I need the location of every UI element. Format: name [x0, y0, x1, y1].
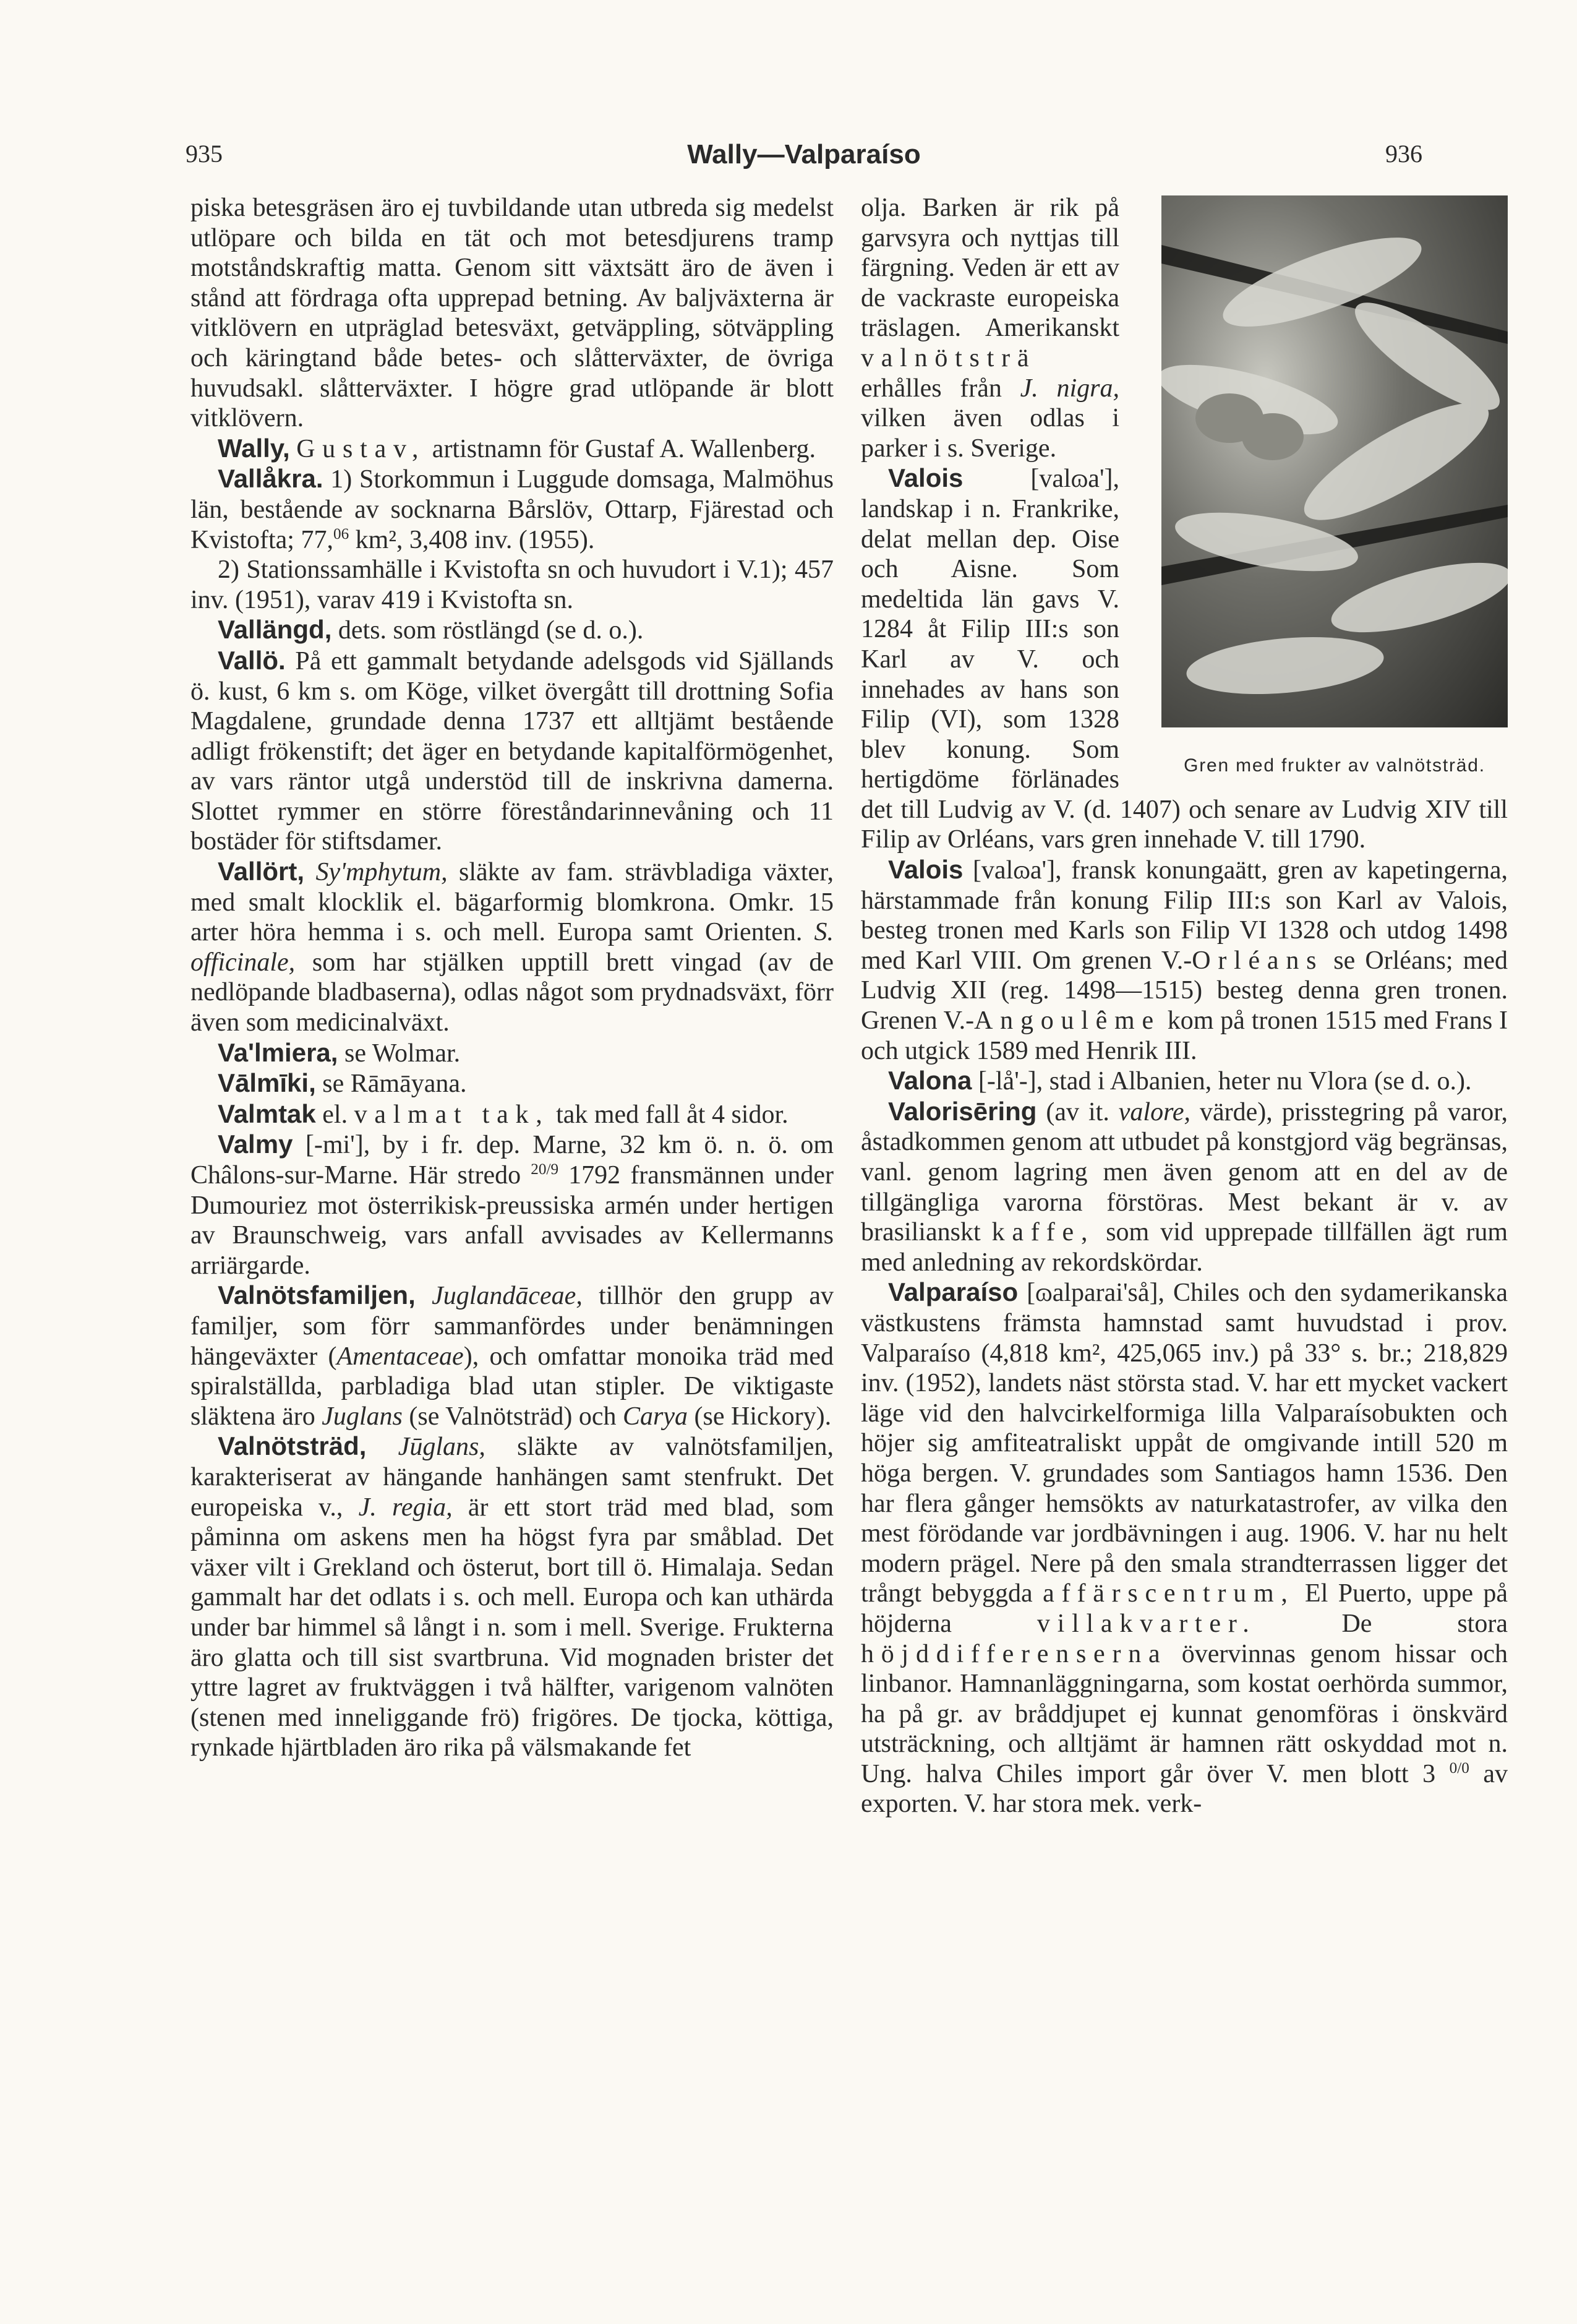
entry-valmtak: Valmtak el. valmat tak, tak med fall åt 4 sidor. [218, 1099, 788, 1129]
figure [1137, 195, 1508, 777]
headword: Valorisēring [888, 1096, 1037, 1126]
entry-vallo: Vallö. På ett gammalt betydande adelsgods vid Själlands ö. kust, 6 km s. om Köge, vilket övergått till drottning Sofia Magdalene, grundade denna 1737 ett alltjämt bestående adligt frökenstift; det äger en betydande kapitalförmögenhet, av vars räntor utgå understöd till de inskrivna damerna. Slottet rymmer en större föreståndarinnevåning och 11 bostäder för stiftsdamer. [190, 645, 834, 856]
entry-valorisering: Valorisēring (av it. valore, värde), prisstegring på varor, åstadkommen genom att utbudet på konstgjord väg begränsas, vanl. genom lagring men även genom att en del av de tillgängliga varorna förstöras. Mest bekant är v. av brasilianskt kaffe, som vid upprepade tillfällen ägt rum med anledning av rekordskördar. [861, 1096, 1508, 1277]
headword: Vallört, [218, 857, 305, 886]
entry-vallakra-2: 2) Stationssamhälle i Kvistofta sn och huvudort i V.1); 457 inv. (1951), varav 419 i Kvistofta sn. [190, 555, 834, 614]
entry-vallangd: Vallängd, dets. som röstlängd (se d. o.). [218, 615, 644, 645]
headword: Valnötsfamiljen, [218, 1280, 416, 1310]
entry-valnotsfamiljen: Valnötsfamiljen, Juglandāceae, tillhör den grupp av familjer, som förr sammanfördes under benämningen hängeväxter (Amentaceae), och omfattar monoika träd med spiralställda, parbladiga blad utan stipler. De viktigaste släktena äro Juglans (se Valnötsträd) och Carya (se Hickory). [190, 1280, 834, 1431]
entry-valois-att: Valois [valɷa'], fransk konungaätt, gren av kapetingerna, härstammade från konung Filip III:s son Karl av Valois, besteg tronen med Karls son Filip VI 1328 och utdog 1498 med Karl VIII. Om grenen V.-Orléans se Orléans; med Ludvig XII (reg. 1498—1515) besteg denna gren tronen. Grenen V.-Angoulême kom på tronen 1515 med Frans I och utgick 1589 med Henrik III. [861, 855, 1508, 1065]
headword: Valmy [218, 1130, 293, 1159]
entry-vallakra: Vallåkra. 1) Storkommun i Luggude domsaga, Malmöhus län, bestående av socknarna Bårslöv, Ottarp, Fjärestad och Kvistofta; 77,06 km², 3,408 inv. (1955). [190, 464, 834, 554]
entry-valona: Valona [-lå'-], stad i Albanien, heter nu Vlora (se d. o.). [888, 1066, 1472, 1096]
walnut-branch-photo [1161, 195, 1508, 727]
page-number-right: 936 [1385, 140, 1422, 168]
entry-valparaiso: Valparaíso [ɷalparai'så], Chiles och den sydamerikanska västkustens främsta hamnstad samt huvudstad i prov. Valparaíso (4,818 km², 425,065 inv.) på 33° s. br.; 218,829 inv. (1952), landets näst största stad. V. har ett mycket vackert läge vid den halvcirkelformiga lilla Valparaísobukten och höjer sig amfiteatraliskt uppåt de omgivande intill 520 m höga bergen. V. grundades som Santiagos hamn 1536. Den har flera gånger hemsökts av naturkatastrofer, av vilka den mest förödande var jordbävningen i aug. 1906. V. har nu helt modern prägel. Nere på den smala strandterrassen ligger det trångt bebyggda affärscentrum, El Puerto, uppe på höjderna villakvarter. De stora höjddifferenserna övervinnas genom hissar och linbanor. Hamnanläggningarna, som kostat oerhörda summor, ha på gr. av bråddjupet ej kunnat genomföras i önskvärd utsträckning, och alltjämt är hamnen rätt oskyddad mot n. Ung. halva Chiles import går över V. men blott 3 $^{0/0}$ av exporten. V. har stora mek. verk- [861, 1277, 1508, 1819]
headword: Valnötsträd, [218, 1431, 367, 1461]
headword: Vallåkra. [218, 464, 323, 494]
left-column [190, 193, 834, 1763]
page-number-left: 935 [186, 140, 223, 168]
headword: Vallängd, [218, 615, 332, 645]
entry-vallort: Vallört, Sy'mphytum, släkte av fam. strävbladiga växter, med smalt klocklik el. bägarformig blomkrona. Omkr. 15 arter höra hemma i s. och mell. Europa samt Orienten. S. officinale, som har stjälken upptill brett vingad (av de nedlöpande bladbaserna), odlas något som prydnadsväxt, förr även som medicinalväxt. [190, 857, 834, 1037]
continued-entry: piska betesgräsen äro ej tuvbildande utan utbreda sig medelst utlöpare och bilda en tät och mot betesdjurens tramp motståndskraftig matta. Genom sitt växtsätt äro de även i stånd att fördraga ofta upprepad betning. Av baljväxterna är vitklövern en utpräglad betesväxt, getväppling, sötväppling och käringtand både betes- och slåtterväxter, de övriga huvudsakl. slåtterväxter. I högre grad utlöpande är blott vitklövern. [190, 194, 834, 433]
headword: Valparaíso [888, 1277, 1019, 1307]
headword: Valmtak [218, 1099, 316, 1128]
running-title: Wally—Valparaíso [687, 139, 921, 169]
entry-valmiera: Va'lmiera, se Wolmar. [218, 1037, 461, 1068]
headword: Valois [888, 463, 964, 493]
headword: Valona [888, 1066, 972, 1096]
page-header [186, 139, 1422, 182]
figure-caption: Gren med frukter av valnötsträd. [1184, 755, 1485, 776]
headword: Vālmīki, [218, 1068, 316, 1098]
right-column [861, 193, 1508, 1819]
entry-valnotstrad: Valnötsträd, Jūglans, släkte av valnötsfamiljen, karakteriserat av hängande hanhängen samt stenfrukt. Det europeiska v., J. regia, är ett stort träd med blad, som påminna om askens men ha högst fyra par småblad. Det växer vilt i Grekland och österut, bort till ö. Himalaja. Sedan gammalt har det odlats i s. och mell. Europa och kan uthärda under bar himmel så långt i n. som i mell. Sverige. Frukterna äro glatta och till sist svartbruna. Vid mognaden brister det yttre lagret av fruktväggen i två hälfter, varigenom valnöten (stenen med inneliggande frö) frigöres. De tjocka, köttiga, rynkade hjärtbladen äro rika på välsmakande fet [190, 1431, 834, 1762]
entry-valmiki: Vālmīki, se Rāmāyana. [218, 1068, 467, 1099]
entry-valois-landskap: Valois [valɷa'], landskap i n. Frankrike, delat mellan dep. Oise och Aisne. Som medeltida län gavs V. 1284 åt Filip III:s son Karl av V. och innehades av hans son Filip (VI), som 1328 blev konung. Som hertigdöme förlänades det till Ludvig av V. (d. 1407) och senare av Ludvig XIV till Filip av Orléans, vars gren innehade V. till 1790. [861, 463, 1508, 854]
headword: Vallö. [218, 645, 286, 675]
headword: Wally, [218, 433, 290, 463]
entry-valmy: Valmy [-mi'], by i fr. dep. Marne, 32 km ö. n. ö. om Châlons-sur-Marne. Här stredo $^{20/9}$ 1792 fransmännen under Dumouriez mot österrikisk-preussiska armén under hertigen av Braunschweig, vars anfall avvisades av Kellermanns arriärgarde. [190, 1130, 834, 1280]
continued-entry: olja. Barken är rik på garvsyra och nyttjas till färgning. Veden är ett av de vackraste europeiska träslagen. Amerikanskt valnötsträ erhålles från J. nigra, vilken även odlas i parker i s. Sverige. [861, 194, 1119, 463]
entry-wally: Wally, Gustav, artistnamn för Gustaf A. Wallenberg. [218, 433, 816, 463]
headword: Va'lmiera, [218, 1037, 338, 1067]
headword: Valois [888, 855, 964, 885]
